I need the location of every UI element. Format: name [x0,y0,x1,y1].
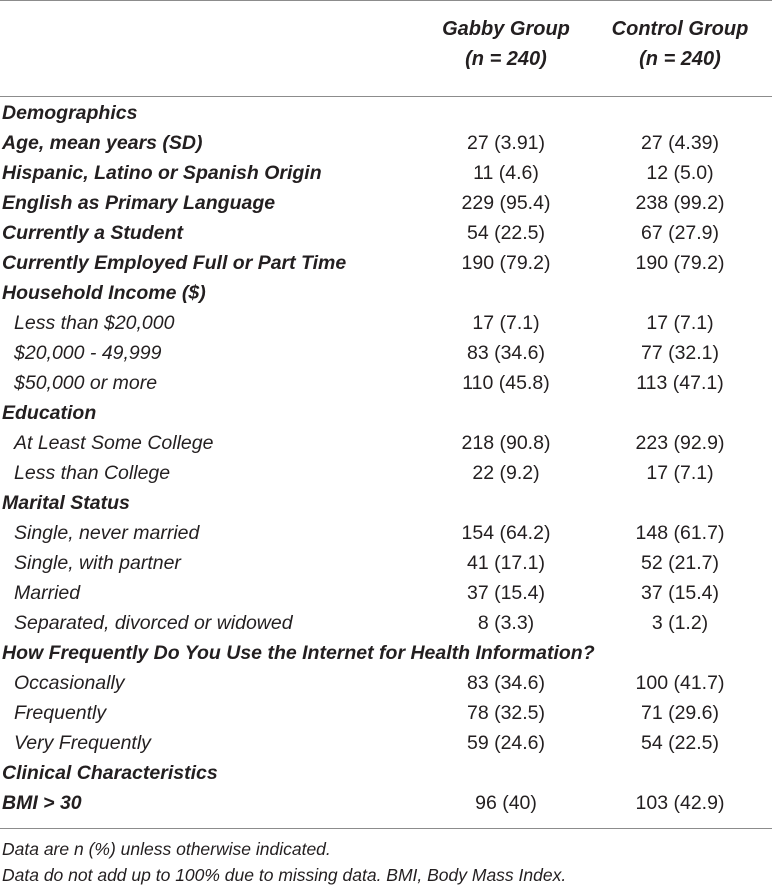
row-label: $20,000 - 49,999 [14,342,162,364]
row-label: Household Income ($) [2,282,206,304]
table-row [0,128,772,158]
header-rule [0,96,772,97]
bottom-rule [0,828,772,829]
row-label: English as Primary Language [2,192,276,214]
table-row [0,548,772,578]
table-row [0,248,772,278]
gabby-value: 218 (90.8) [461,432,551,454]
control-value: 17 (7.1) [646,462,714,484]
row-label: $50,000 or more [14,372,158,394]
gabby-value: 17 (7.1) [472,312,540,334]
table-row [0,578,772,608]
control-value: 223 (92.9) [635,432,725,454]
row-label: Single, with partner [14,552,181,574]
row-label: Single, never married [14,522,200,544]
table-row [0,698,772,728]
row-label: Age, mean years (SD) [2,132,203,154]
control-value: 52 (21.7) [640,552,720,574]
control-value: 12 (5.0) [646,162,714,184]
gabby-value: 37 (15.4) [466,582,546,604]
table-row [0,308,772,338]
control-value: 54 (22.5) [640,732,720,754]
table-row [0,458,772,488]
control-value: 37 (15.4) [640,582,720,604]
table-row [0,608,772,638]
row-label: Currently a Student [2,222,183,244]
row-label: BMI > 30 [2,792,82,814]
gabby-value: 27 (3.91) [466,132,546,154]
column-header-gabby [406,14,606,74]
table-body [0,98,772,818]
gabby-value: 22 (9.2) [472,462,540,484]
control-value: 17 (7.1) [646,312,714,334]
row-label: Demographics [2,102,138,124]
control-value: 71 (29.6) [640,702,720,724]
row-label: Married [14,582,81,604]
column-header-gabby-name: Gabby Group [442,18,570,40]
gabby-value: 54 (22.5) [466,222,546,244]
gabby-value: 110 (45.8) [462,372,550,394]
row-label: Clinical Characteristics [2,762,218,784]
table-note: Data do not add up to 100% due to missing data. BMI, Body Mass Index. [2,865,567,885]
gabby-value: 190 (79.2) [461,252,551,274]
row-label: Hispanic, Latino or Spanish Origin [2,162,322,184]
table-row [0,338,772,368]
gabby-value: 154 (64.2) [461,522,551,544]
gabby-value: 96 (40) [475,792,537,814]
row-label: Separated, divorced or widowed [14,612,293,634]
row-label: Very Frequently [14,732,151,754]
column-header-control [580,14,772,74]
table-row [0,638,772,668]
table-row [0,188,772,218]
control-value: 3 (1.2) [651,612,709,634]
control-value: 67 (27.9) [640,222,720,244]
gabby-value: 8 (3.3) [477,612,535,634]
gabby-value: 78 (32.5) [466,702,546,724]
table-row [0,668,772,698]
control-value: 77 (32.1) [640,342,720,364]
column-header-control-name: Control Group [611,18,749,40]
row-label: How Frequently Do You Use the Internet for Health Information? [2,642,595,664]
table-row [0,398,772,428]
table-row [0,368,772,398]
control-value: 238 (99.2) [635,192,725,214]
table-row [0,488,772,518]
table-note: Data are n (%) unless otherwise indicated. [2,839,331,859]
gabby-value: 41 (17.1) [466,552,546,574]
row-label: Occasionally [14,672,125,694]
row-label: Less than College [14,462,171,484]
gabby-value: 83 (34.6) [466,342,546,364]
control-value: 103 (42.9) [635,792,725,814]
gabby-value: 59 (24.6) [466,732,546,754]
table-row [0,518,772,548]
column-header-control-n: (n = 240) [639,48,721,70]
column-header-gabby-n: (n = 240) [465,48,547,70]
table-row [0,788,772,818]
gabby-value: 83 (34.6) [466,672,546,694]
table-row [0,428,772,458]
control-value: 100 (41.7) [635,672,725,694]
table-row [0,758,772,788]
row-label: Marital Status [2,492,130,514]
gabby-value: 11 (4.6) [473,162,539,184]
table-row [0,728,772,758]
table-row [0,158,772,188]
row-label: At Least Some College [14,432,214,454]
control-value: 148 (61.7) [635,522,725,544]
row-label: Currently Employed Full or Part Time [2,252,347,274]
table-notes [2,836,770,888]
row-label: Less than $20,000 [14,312,175,334]
control-value: 190 (79.2) [635,252,725,274]
top-rule [0,0,772,1]
control-value: 27 (4.39) [640,132,720,154]
gabby-value: 229 (95.4) [461,192,551,214]
table-row [0,278,772,308]
table-row [0,98,772,128]
row-label: Education [2,402,97,424]
control-value: 113 (47.1) [636,372,724,394]
row-label: Frequently [14,702,107,724]
table-row [0,218,772,248]
